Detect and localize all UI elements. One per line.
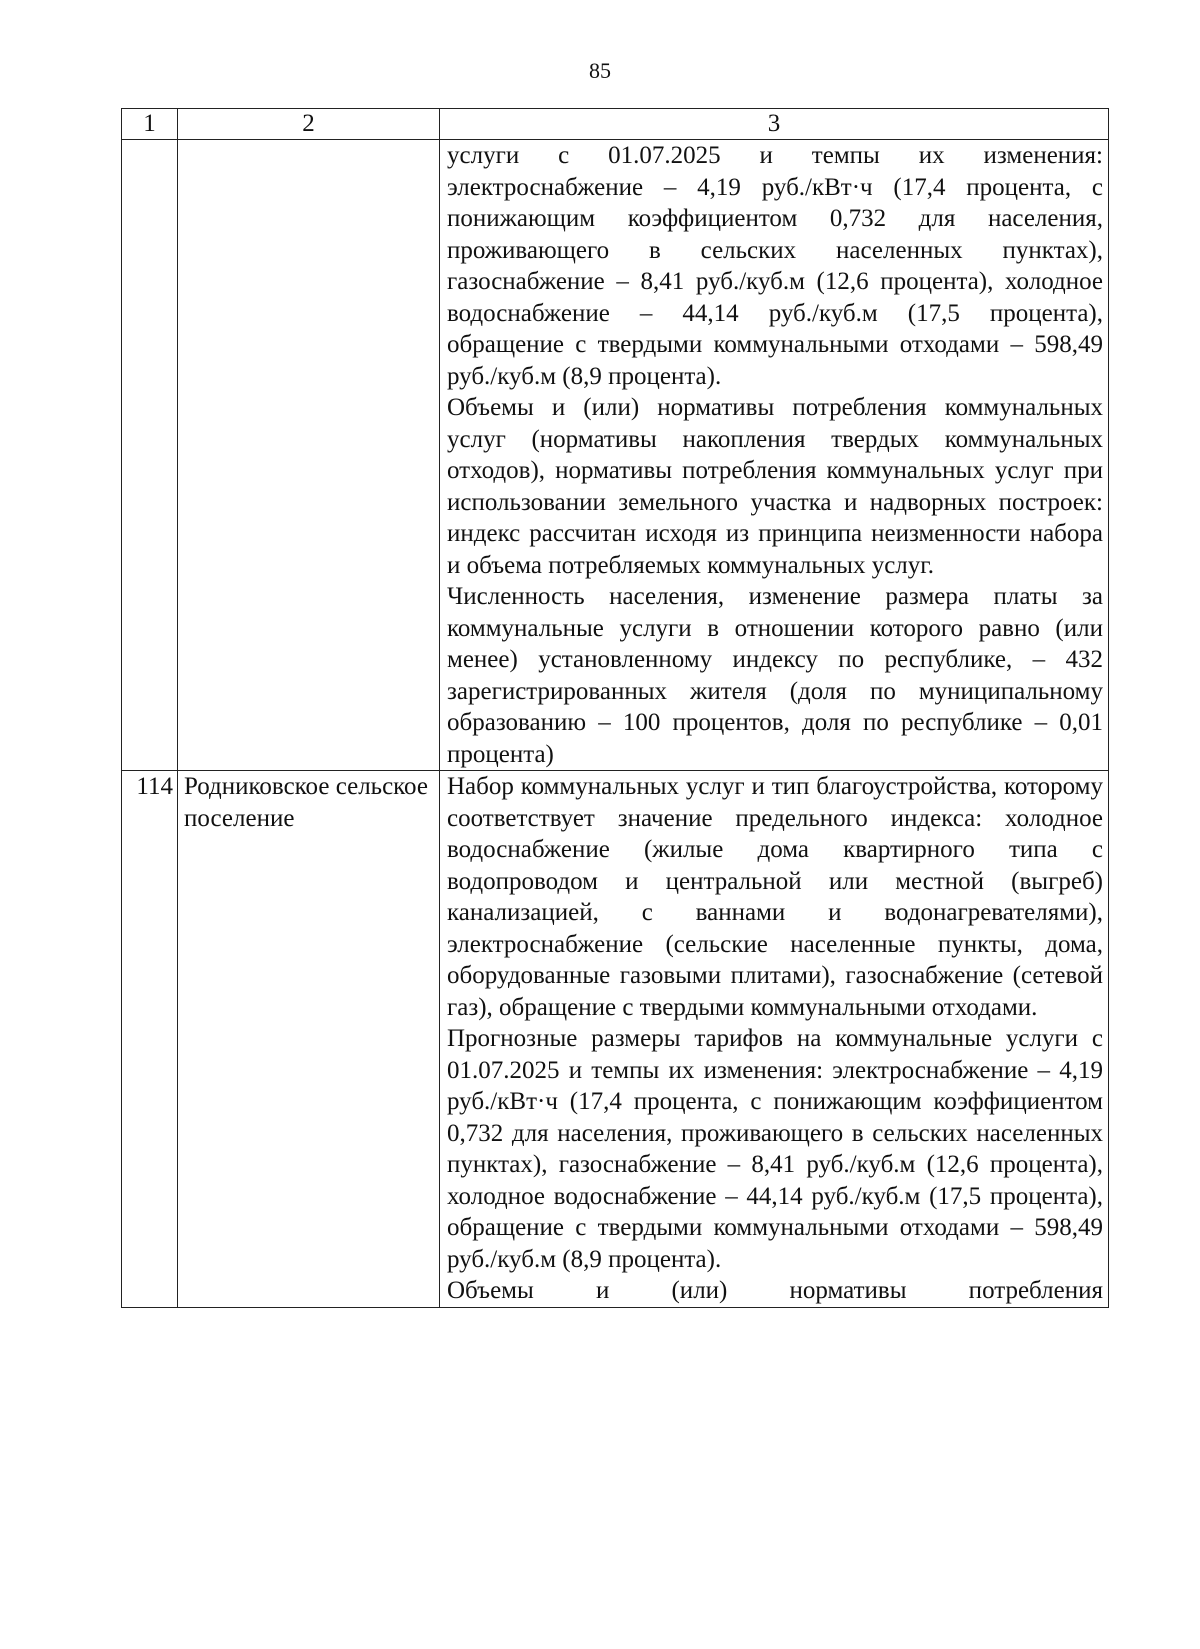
description-paragraph: Набор коммунальных услуг и тип благоустройства, которому соответствует значение предельного индекса: холодное водоснабжение (жилые дома квартирного типа с водопроводом и центральной или местной (выгреб) канализацией, с ваннами и водонагревателями), электроснабжение (сельские населенные пункты, дома, оборудованные газовыми плитами), газоснабжение (сетевой газ), обращение с твердыми коммунальными отходами. (447, 773, 1103, 1021)
column-header-2: 2 (178, 109, 440, 140)
table-row (122, 140, 1109, 771)
document-table (121, 108, 1109, 1308)
description-paragraph: Прогнозные размеры тарифов на коммунальные услуги с 01.07.2025 и темпы их изменения: электроснабжение – 4,19 руб./кВт·ч (17,4 процента, с понижающим коэффициентом 0,732 для населения, проживающего в сельских населенных пунктах), газоснабжение – 8,41 руб./куб.м (12,6 процента), холодное водоснабжение – 44,14 руб./куб.м (17,5 процента), обращение с твердыми коммунальными отходами – 598,49 руб./куб.м (8,9 процента). (447, 1025, 1103, 1273)
municipality-name (178, 140, 440, 771)
table-row (122, 771, 1109, 1308)
column-header-3: 3 (440, 109, 1109, 140)
description-cell (440, 771, 1109, 1308)
row-number (122, 140, 178, 771)
description-cell (440, 140, 1109, 771)
description-paragraph: Объемы и (или) нормативы потребления коммунальных услуг (нормативы накопления твердых коммунальных отходов), нормативы потребления коммунальных услуг при использовании земельного участка и надворных построек: индекс рассчитан исходя из принципа неизменности набора и объема потребляемых коммунальных услуг. (447, 394, 1103, 579)
column-header-1: 1 (122, 109, 178, 140)
description-paragraph: услуги с 01.07.2025 и темпы их изменения: электроснабжение – 4,19 руб./кВт·ч (17,4 процента, с понижающим коэффициентом 0,732 для населения, проживающего в сельских населенных пунктах), газоснабжение – 8,41 руб./куб.м (12,6 процента), холодное водоснабжение – 44,14 руб./куб.м (17,5 процента), обращение с твердыми коммунальными отходами – 598,49 руб./куб.м (8,9 процента). (447, 142, 1103, 390)
page-number: 85 (589, 58, 611, 83)
row-number: 114 (122, 771, 178, 1308)
table-header-row (122, 109, 1109, 140)
description-paragraph: Объемы и (или) нормативы потребления (447, 1277, 1103, 1304)
municipality-name: Родниковское сельское поселение (178, 771, 440, 1308)
description-paragraph: Численность населения, изменение размера платы за коммунальные услуги в отношении которого равно (или менее) установленному индексу по республике, – 432 зарегистрированных жителя (доля по муниципальному образованию – 100 процентов, доля по республике – 0,01 процента) (447, 583, 1103, 768)
